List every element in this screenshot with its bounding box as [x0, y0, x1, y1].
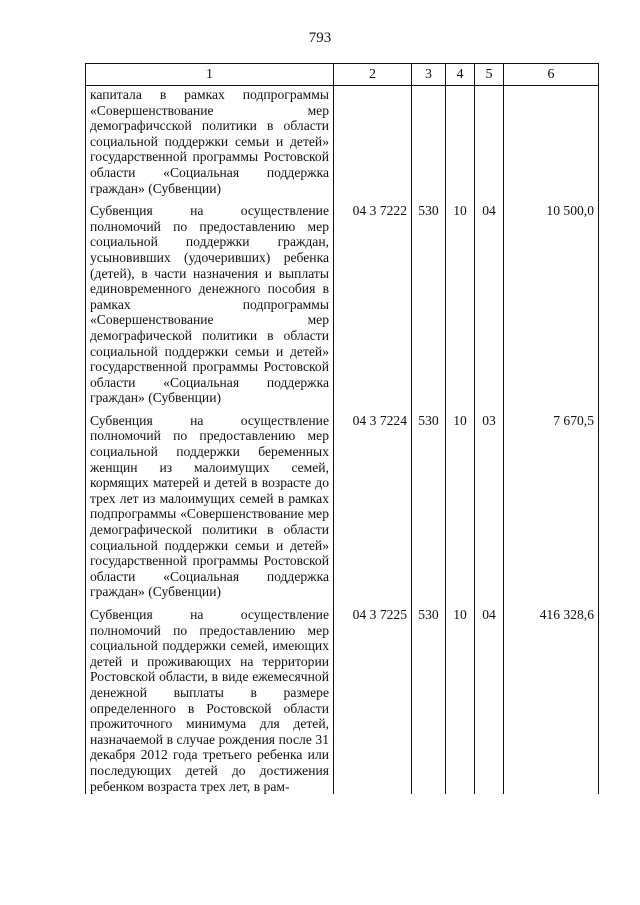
- target-article-code: 04 3 7225: [334, 600, 412, 794]
- row-description: Субвенция на осуществление полномочий по предоставлению мер социальной поддержки семей, имеющих детей и проживающих на территории Ростовской области, в виде ежемесячной денежной выплаты в размере определенного в Ростовской области прожиточного минимума для детей, назначаемой в случае рождения после 31 декабря 2012 года третьего ребенка или последующих детей до достижения ребенком возраста трех лет, в рам-: [86, 600, 334, 794]
- section-code: 10: [446, 196, 475, 406]
- section-code: 10: [446, 406, 475, 600]
- expense-type: 530: [412, 600, 446, 794]
- subsection-code: 04: [475, 600, 504, 794]
- subsection-code: 03: [475, 406, 504, 600]
- column-header: 3: [412, 64, 446, 86]
- target-article-code: 04 3 7222: [334, 196, 412, 406]
- expense-type: [412, 86, 446, 197]
- row-description: Субвенция на осуществление полномочий по предоставлению мер социальной поддержки граждан, усыновивших (удочеривших) ребенка (детей), в части назначения и выплаты единовременного денежного пособия в рамках подпрограммы «Совершенствование мер демографической политики в области социальной поддержки семьи и детей» государственной программы Ростовской области «Социальная поддержка граждан» (Субвенции): [86, 196, 334, 406]
- column-header: 6: [504, 64, 599, 86]
- target-article-code: 04 3 7224: [334, 406, 412, 600]
- expense-type: 530: [412, 406, 446, 600]
- column-header: 2: [334, 64, 412, 86]
- page-number: 793: [308, 30, 332, 46]
- table-row: [86, 600, 599, 794]
- amount: 416 328,6: [504, 600, 599, 794]
- expense-type: 530: [412, 196, 446, 406]
- amount: 10 500,0: [504, 196, 599, 406]
- target-article-code: [334, 86, 412, 197]
- column-header: 5: [475, 64, 504, 86]
- row-description: Субвенция на осуществление полномочий по предоставлению мер социальной поддержки беременных женщин из малоимущих семей, кормящих матерей и детей в возрасте до трех лет из малоимущих семей в рамках подпрограммы «Совершенствование мер демографической политики в области социальной поддержки семьи и детей» государственной программы Ростовской области «Социальная поддержка граждан» (Субвенции): [86, 406, 334, 600]
- subsection-code: [475, 86, 504, 197]
- subsection-code: 04: [475, 196, 504, 406]
- budget-table: [85, 63, 599, 794]
- table-row: [86, 196, 599, 406]
- table-header-row: [86, 64, 599, 86]
- row-description: капитала в рамках подпрограммы «Совершенствование мер демографичсской политики в области социальной поддержки семьи и детей» государственной программы Ростовской области «Социальная поддержка граждан» (Субвенции): [86, 86, 334, 197]
- column-header: 1: [86, 64, 334, 86]
- section-code: 10: [446, 600, 475, 794]
- table-row: [86, 406, 599, 600]
- section-code: [446, 86, 475, 197]
- column-header: 4: [446, 64, 475, 86]
- amount: [504, 86, 599, 197]
- table-row: [86, 86, 599, 197]
- amount: 7 670,5: [504, 406, 599, 600]
